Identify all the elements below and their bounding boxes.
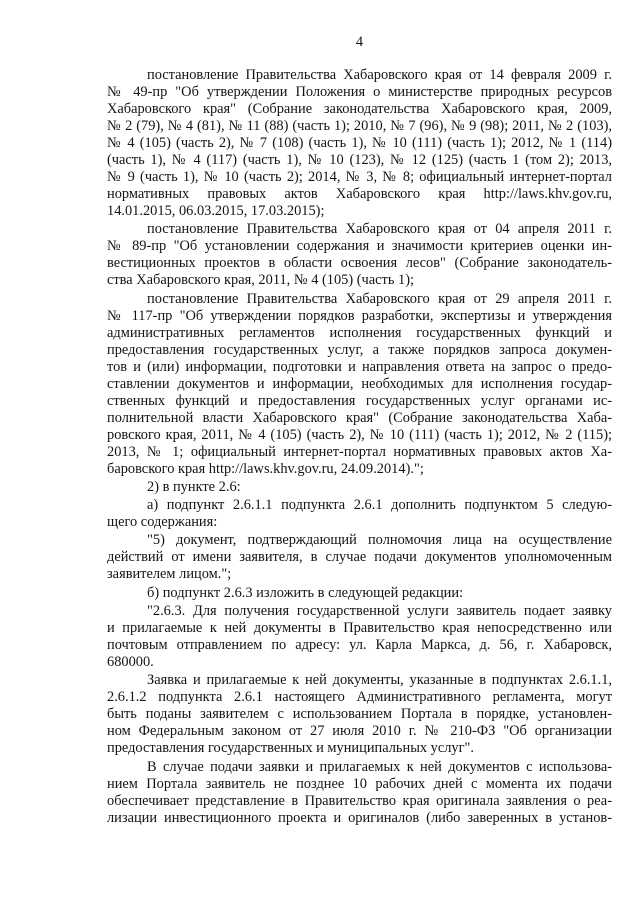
paragraph [107, 497, 612, 531]
text-line: административных регламентов исполнения государственных функций и [107, 324, 612, 341]
text-line: 2.6.1.2 подпункта 2.6.1 настоящего Административного регламента, могут [107, 689, 612, 706]
text-line: щего содержания: [107, 514, 218, 531]
text-line: № 89-пр "Об установлении содержания и значимости критериев оценки ин- [107, 238, 612, 255]
text-line: баровского края http://laws.khv.gov.ru, 24.09.2014)."; [107, 460, 424, 477]
text-line: постановление Правительства Хабаровского края от 04 апреля 2011 г. [147, 221, 612, 238]
paragraph [107, 603, 612, 671]
text-line: 14.01.2015, 06.03.2015, 17.03.2015); [107, 203, 325, 219]
paragraph [107, 585, 612, 602]
text-line: ства Хабаровского края, 2011, № 4 (105) (часть 1); [107, 272, 414, 289]
paragraph [107, 532, 612, 583]
text-line: Хабаровского края" (Собрание законодательства Хабаровского края, 2009, [107, 101, 612, 117]
text-line: ставлении документов и информации, необходимых для исполнения государ- [107, 375, 612, 392]
text-line: 2) в пункте 2.6: [147, 478, 241, 495]
text-line: почтовым отправлением по адресу: ул. Карла Маркса, д. 56, г. Хабаровск, [107, 637, 612, 654]
page-number: 4 [355, 34, 364, 50]
text-line: лизации инвестиционного проекта и оригиналов (либо заверенных в установ- [107, 809, 612, 826]
text-line: нием Портала заявитель не позднее 10 рабочих дней с момента их подачи [107, 775, 612, 792]
text-line: обеспечивает представление в Правительство края оригинала заявления о реа- [107, 792, 612, 809]
text-line: № 4 (105) (часть 2), № 7 (108) (часть 1), № 10 (111) (часть 1); 2012, № 1 (114) [107, 135, 612, 151]
paragraph [107, 759, 612, 827]
paragraph [107, 291, 612, 478]
paragraph [107, 479, 612, 496]
text-line: ном Федеральным законом от 27 июля 2010 г. № 210-ФЗ "Об организации [107, 723, 612, 740]
paragraph [107, 67, 612, 220]
text-line: и прилагаемые к ней документы в Правительство края непосредственно или [107, 620, 612, 637]
text-line: В случае подачи заявки и прилагаемых к ней документов с использова- [147, 758, 612, 775]
text-line: вестиционных проектов в области освоения лесов" (Собрание законодатель- [107, 255, 612, 272]
text-line: 680000. [107, 654, 154, 671]
text-line: быть поданы заявителем с использованием Портала в порядке, установлен- [107, 706, 612, 723]
text-line: постановление Правительства Хабаровского края от 29 апреля 2011 г. [147, 290, 612, 307]
text-line: заявителем лицом."; [107, 566, 232, 583]
text-line: № 117-пр "Об утверждении порядков разработки, экспертизы и утверждения [107, 307, 612, 324]
text-line: "5) документ, подтверждающий полномочия лица на осуществление [147, 532, 612, 549]
text-line: нормативных правовых актов Хабаровского края http://laws.khv.gov.ru, [107, 186, 612, 202]
text-line: постановление Правительства Хабаровского края от 14 февраля 2009 г. [147, 67, 612, 83]
text-line: № 9 (часть 1), № 10 (часть 2); 2014, № 3, № 8; официальный интернет-портал [107, 169, 612, 185]
text-line: (часть 1), № 4 (117) (часть 1), № 10 (123), № 12 (125) (часть 1 (том 2); 2013, [107, 152, 612, 168]
document-body [107, 67, 612, 827]
text-line: № 2 (79), № 4 (81), № 11 (88) (часть 1); 2010, № 7 (96), № 9 (98); 2011, № 2 (103), [107, 118, 612, 134]
text-line: предоставления государственных услуг, а также порядков запроса докумен- [107, 341, 612, 358]
text-line: действий от имени заявителя, в случае подачи документов уполномоченным [107, 549, 612, 566]
text-line: б) подпункт 2.6.3 изложить в следующей редакции: [147, 584, 464, 601]
text-line: полнительной власти Хабаровского края" (Собрание законодательства Хаба- [107, 409, 612, 426]
text-line: "2.6.3. Для получения государственной услуги заявитель подает заявку [147, 603, 612, 620]
text-line: тов и (или) информации, подготовки и направления ответа на запрос о предо- [107, 358, 612, 375]
text-line: Заявка и прилагаемые к ней документы, указанные в подпунктах 2.6.1.1, [147, 672, 612, 689]
text-line: 2013, № 1; официальный интернет-портал нормативных правовых актов Ха- [107, 443, 612, 460]
paragraph [107, 672, 612, 757]
text-line: предоставления государственных и муниципальных услуг". [107, 740, 474, 757]
paragraph [107, 221, 612, 289]
text-line: № 49-пр "Об утверждении Положения о министерстве природных ресурсов [107, 84, 612, 100]
text-line: ственных функций и предоставления государственных услуг органами ис- [107, 392, 612, 409]
text-line: а) подпункт 2.6.1.1 подпункта 2.6.1 дополнить подпунктом 5 следую- [147, 497, 612, 514]
text-line: ровского края, 2011, № 4 (105) (часть 2), № 10 (111) (часть 1); 2012, № 2 (115); [107, 426, 612, 443]
